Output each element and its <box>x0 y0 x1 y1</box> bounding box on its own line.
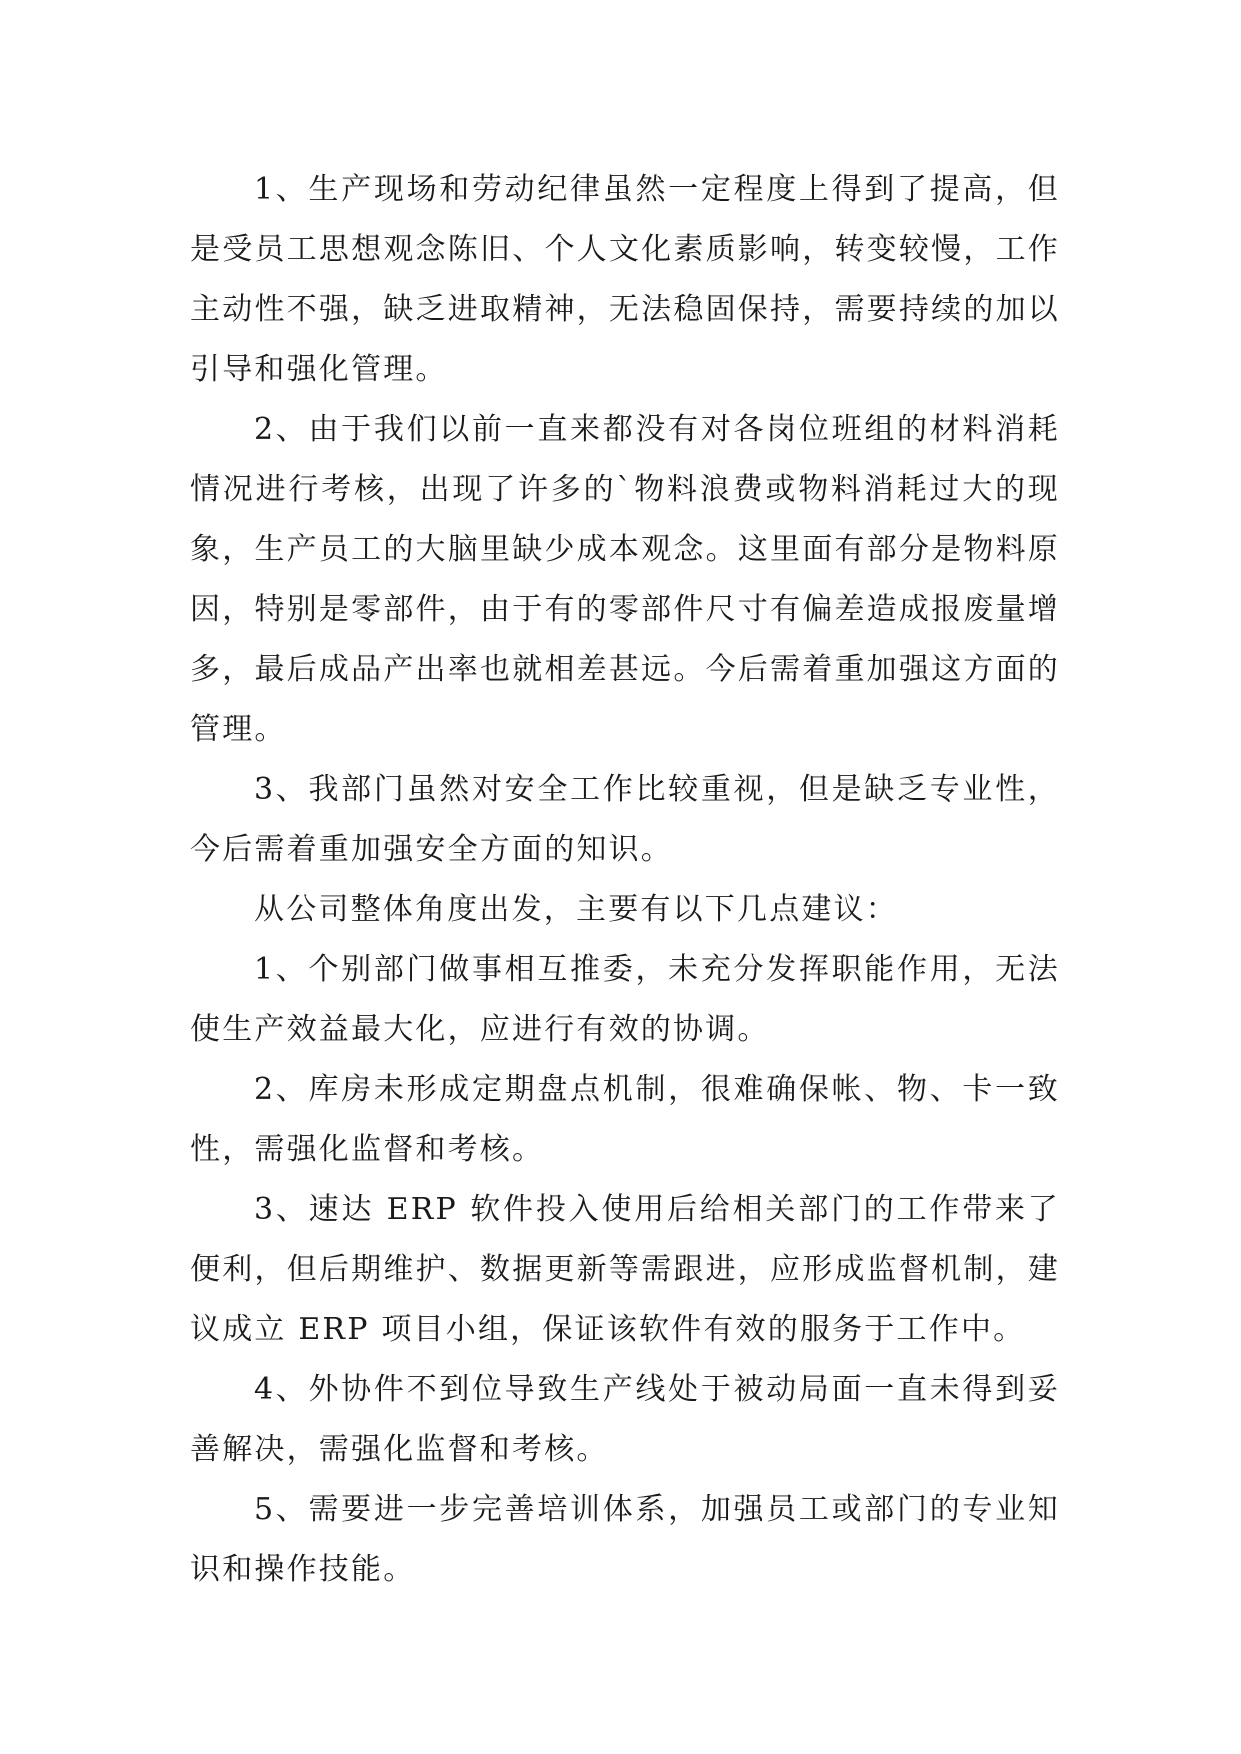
paragraph-material-consumption: 2、由于我们以前一直来都没有对各岗位班组的材料消耗情况进行考核，出现了许多的`物料浪费或物料消耗过大的现象，生产员工的大脑里缺少成本观念。这里面有部分是物料原因，特别是零部件，由于有的零部件尺寸有偏差造成报废量增多，最后成品产出率也就相差甚远。今后需着重加强这方面的管理。 <box>190 412 1060 747</box>
paragraph-safety: 3、我部门虽然对安全工作比较重视，但是缺乏专业性，今后需着重加强安全方面的知识。 <box>190 772 1060 867</box>
paragraph-suggestion-outsourcing: 4、外协件不到位导致生产线处于被动局面一直未得到妥善解决，需强化监督和考核。 <box>190 1372 1060 1467</box>
paragraph-suggestion-erp: 3、速达 ERP 软件投入使用后给相关部门的工作带来了便利，但后期维护、数据更新等需跟进，应形成监督机制，建议成立 ERP 项目小组，保证该软件有效的服务于工作中。 <box>190 1192 1060 1347</box>
paragraph-production-discipline: 1、生产现场和劳动纪律虽然一定程度上得到了提高，但是受员工思想观念陈旧、个人文化素质影响，转变较慢，工作主动性不强，缺乏进取精神，无法稳固保持，需要持续的加以引导和强化管理。 <box>190 172 1060 387</box>
paragraph-suggestion-inventory: 2、库房未形成定期盘点机制，很难确保帐、物、卡一致性，需强化监督和考核。 <box>190 1072 1060 1167</box>
paragraph-suggestion-coordination: 1、个别部门做事相互推委，未充分发挥职能作用，无法使生产效益最大化，应进行有效的协调。 <box>190 952 1060 1047</box>
paragraph-suggestion-training: 5、需要进一步完善培训体系，加强员工或部门的专业知识和操作技能。 <box>190 1492 1060 1587</box>
document-body <box>190 160 1060 1600</box>
paragraph-suggestions-intro: 从公司整体角度出发，主要有以下几点建议： <box>254 892 898 927</box>
